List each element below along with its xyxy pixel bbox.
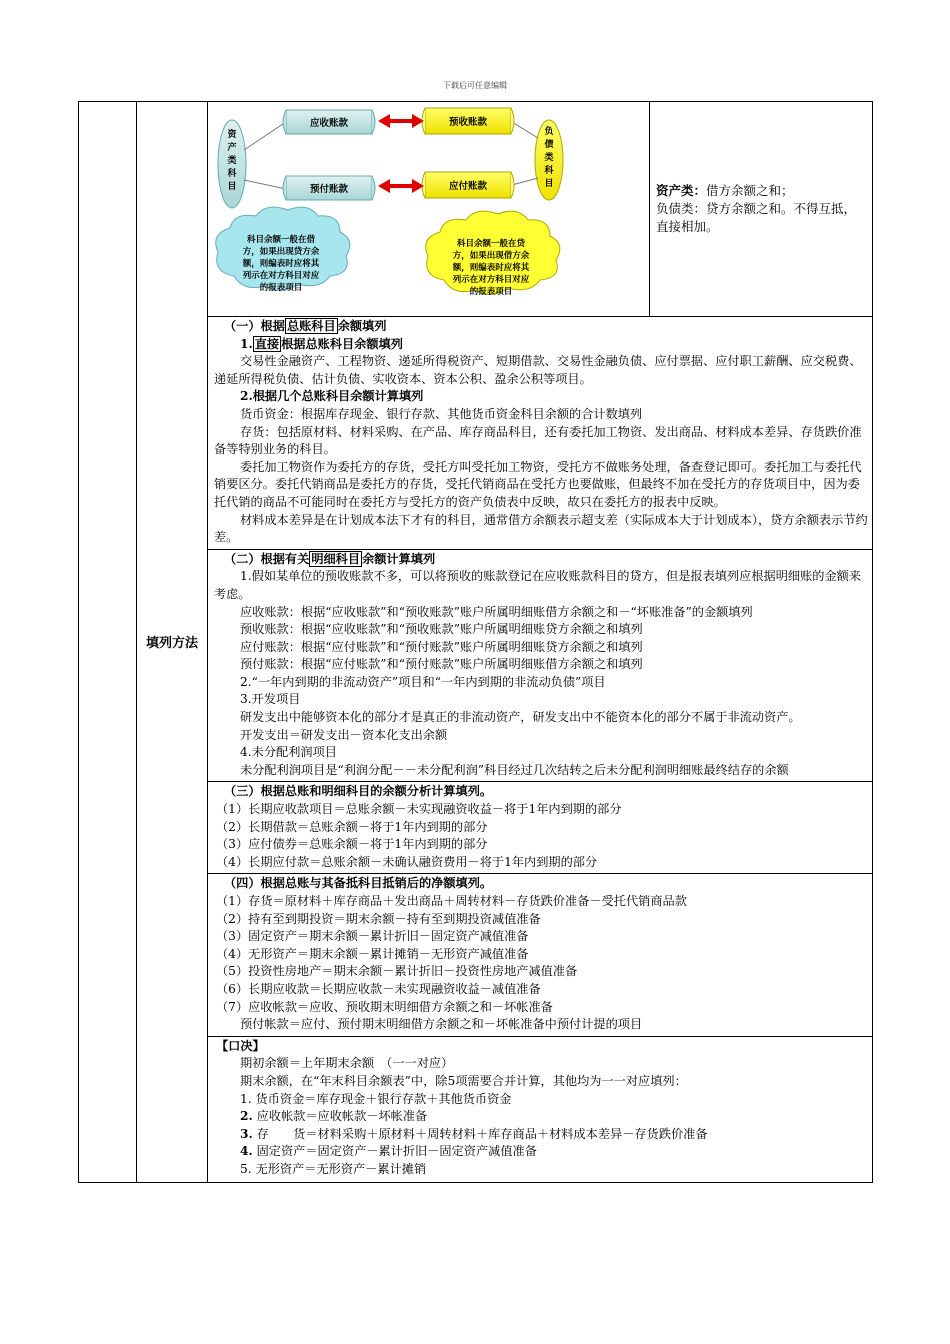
asset-label-3: 科 (227, 169, 237, 179)
section-1-sub-2: 2.根据几个总账科目余额计算填列 (240, 389, 424, 404)
cloud-right-line-2: 额，则编表时应将其 (452, 263, 530, 273)
cloud-left-line-0: 科目余额一般在借 (246, 235, 316, 245)
section-5-item: 2. 应收帐款＝应收帐款－坏帐准备 (240, 1109, 428, 1124)
section-4-item: （1）存货＝原材料＋库存商品＋发出商品＋周转材料－存货跌价准备－受托代销商品款 (216, 894, 687, 908)
scroll-payable (422, 172, 514, 198)
page-header-caption: 下载后可任意编辑 (443, 81, 507, 90)
section-2-line-9: 开发支出＝研发支出－资本化支出余额 (240, 727, 448, 742)
blank-column-cell (79, 102, 137, 1183)
side-note-asset-text: 借方余额之和； (706, 183, 794, 198)
section-2-line-10: 4.未分配利润项目 (240, 745, 337, 760)
liability-label-2: 类 (544, 153, 554, 163)
section-3-item: （3）应付债券＝总账余额－将于1年内到期的部分 (216, 837, 488, 852)
section-5-title: 【口决】 (216, 1038, 265, 1053)
section-5-item: 5. 无形资产＝无形资产－累计摊销 (240, 1161, 427, 1176)
scroll-prepaid-label: 预付账款 (309, 184, 349, 195)
section-5-item: 3. 存 货＝材料采购＋原材料＋周转材料＋库存商品＋材料成本差异－存货跌价准备 (240, 1126, 708, 1141)
scroll-payable-label: 应付账款 (448, 181, 488, 192)
section-2-line-1: 1.假如某单位的预收账款不多，可以将预收的账款登记在应收账款科目的贷方，但是报表填列应根据明细账的金额来考虑。 (214, 569, 862, 601)
section-1-para-5: 材料成本差异是在计划成本法下才有的科目，通常借方余额表示超支差（实际成本大于计划成本），贷方余额表示节约差。 (214, 512, 868, 545)
asset-label-4: 目 (227, 182, 237, 192)
section-1-para-1: 交易性金融资产、工程物资、递延所得税资产、短期借款、交易性金融负债、应付票据、应付职工薪酬、应交税费、递延所得税负债、估计负债、实收资本、资本公积、盈余公积等项目。 (214, 354, 862, 386)
section-3-title: （三）根据总账和明细科目的余额分析计算填列。 (224, 784, 493, 799)
section-4-item: （7）应收帐款＝应收、预收期末明细借方余额之和－坏帐准备 (216, 999, 553, 1014)
section-1-sub-1: 1. 直接 根据总账科目余额填列 (240, 336, 403, 351)
cloud-right-line-3: 列示在对方科目对应 (452, 275, 530, 285)
section-2-line-8: 研发支出中能够资本化的部分才是真正的非流动资产，研发支出中不能资本化的部分不属于非流动资产。 (240, 710, 801, 725)
section-1-cell (208, 317, 873, 550)
asset-label-2: 类 (227, 156, 237, 166)
section-1-para-2: 货币资金：根据库存现金、银行存款、其他货币资金科目余额的合计数填列 (240, 406, 643, 421)
cloud-right-line-0: 科目余额一般在贷 (456, 239, 526, 249)
asset-account-oval (218, 120, 246, 208)
section-2-line-4: 应付账款：根据“应付账款”和“预付账款”账户所属明细账贷方余额之和填列 (240, 639, 643, 654)
section-2-line-11: 未分配利润项目是“利润分配－－未分配利润”科目经过几次结转之后未分配利润明细账最终结存的余额 (240, 762, 789, 777)
section-5-item: 1. 货币资金＝库存现金＋银行存款＋其他货币资金 (240, 1091, 512, 1106)
side-note-cell (650, 102, 873, 317)
liability-label-3: 科 (544, 166, 554, 176)
side-note-asset-label: 资产类： (656, 183, 707, 198)
cloud-right (426, 211, 560, 297)
scroll-advance-received (422, 108, 514, 134)
section-5-item: 4. 固定资产＝固定资产－累计折旧－固定资产减值准备 (240, 1144, 537, 1159)
cloud-left-line-3: 列示在对方科目对应 (242, 271, 320, 281)
cloud-left-line-4: 的报表项目 (259, 283, 303, 293)
cloud-left (216, 207, 350, 293)
section-4-item: （4）无形资产＝期末余额－累计摊销－无形资产减值准备 (216, 946, 529, 961)
cloud-right-line-1: 方，如果出现借方余 (452, 251, 530, 261)
section-4-title: （四）根据总账与其备抵科目抵销后的净额填列。 (224, 876, 493, 891)
section-2-line-2: 应收账款：根据“应收账款”和“预收账款”账户所属明细账借方余额之和－“坏账准备”的金额填列 (240, 604, 753, 619)
section-2-line-5: 预付账款：根据“应付账款”和“预付账款”账户所属明细账借方余额之和填列 (240, 657, 643, 672)
section-3-item: （1）长期应收款项目＝总账余额－未实现融资收益－将于1年内到期的部分 (216, 802, 622, 817)
asset-label-1: 产 (227, 143, 237, 153)
liability-label-1: 债 (544, 140, 554, 150)
section-2-line-6: 2.“一年内到期的非流动资产”项目和“一年内到期的非流动负债”项目 (240, 674, 606, 689)
liability-label-4: 目 (544, 179, 554, 189)
section-4-item: 预付帐款＝应付、预付期末明细借方余额之和－坏帐准备中预付计提的项目 (240, 1017, 643, 1032)
double-arrow-top (378, 114, 424, 128)
section-2-cell (208, 549, 873, 782)
section-4-cell (208, 874, 873, 1036)
section-5-cell (208, 1036, 873, 1182)
scroll-prepaid (283, 176, 375, 200)
section-4-item: （6）长期应收款＝长期应收款－未实现融资收益－减值准备 (216, 981, 541, 996)
diagram-cell (208, 102, 650, 317)
liability-account-oval (535, 120, 563, 200)
section-4-item: （5）投资性房地产＝期末余额－累计折旧－投资性房地产减值准备 (216, 964, 578, 979)
cloud-left-line-1: 方，如果出现贷方余 (242, 247, 320, 257)
section-2-title: （二）根据有关 明细科目 余额计算填列 (224, 551, 436, 566)
section-1-title: （一）根据 总账科目 余额填列 (224, 319, 387, 333)
liability-label-0: 负 (544, 127, 554, 137)
section-1-para-3: 存货：包括原材料、材料采购、在产品、库存商品科目，还有委托加工物资、发出商品、材料成本差异、存货跌价准备等特别业务的科目。 (214, 424, 862, 457)
method-label: 填列方法 (145, 636, 198, 652)
section-3-item: （4）长期应付款＝总账余额－未确认融资费用－将于1年内到期的部分 (216, 854, 598, 869)
section-3-item: （2）长期借款＝总账余额－将于1年内到期的部分 (216, 819, 488, 834)
section-2-line-7: 3.开发项目 (240, 692, 301, 707)
side-note-liability: 负债类：贷方余额之和。不得互抵，直接相加。 (656, 201, 857, 234)
section-4-item: （2）持有至到期投资＝期末余额－持有至到期投资减值准备 (216, 911, 541, 926)
side-note-asset (656, 182, 868, 200)
section-5-line-2: 期末余额，在“年末科目余额表”中，除5项需要合并计算，其他均为一一对应填列： (240, 1073, 687, 1088)
section-1-para-4: 委托加工物资作为委托方的存货，受托方叫受托加工物资，受托方不做账务处理，备查登记即可。委托加工与委托代销要区分。委托代销商品是委托方的存货，受托代销商品在受托方也要做账，但最终不加在受托方的存货项目中，因为委托代销的商品不可能同时在委托方与受托方的资产负债表中反映，故只在委托方的报表中反映。 (214, 459, 862, 509)
asset-label-0: 资 (227, 130, 237, 140)
account-diagram (208, 102, 648, 312)
section-5-line-1: 期初余额＝上年期末余额 （一一对应） (240, 1056, 454, 1071)
section-4-item: （3）固定资产＝期末余额－累计折旧－固定资产减值准备 (216, 929, 529, 944)
double-arrow-bottom (378, 179, 424, 193)
section-2-line-3: 预收账款：根据“应收账款”和“预收账款”账户所属明细账贷方余额之和填列 (240, 622, 643, 637)
method-label-cell (137, 102, 208, 1183)
section-3-cell (208, 782, 873, 874)
cloud-left-line-2: 额，则编表时应将其 (242, 259, 320, 269)
cloud-right-line-4: 的报表项目 (469, 287, 513, 297)
scroll-receivable (283, 110, 375, 134)
content-table (78, 101, 873, 1183)
scroll-receivable-label: 应收账款 (309, 118, 349, 129)
scroll-advance-received-label: 预收账款 (448, 117, 488, 128)
